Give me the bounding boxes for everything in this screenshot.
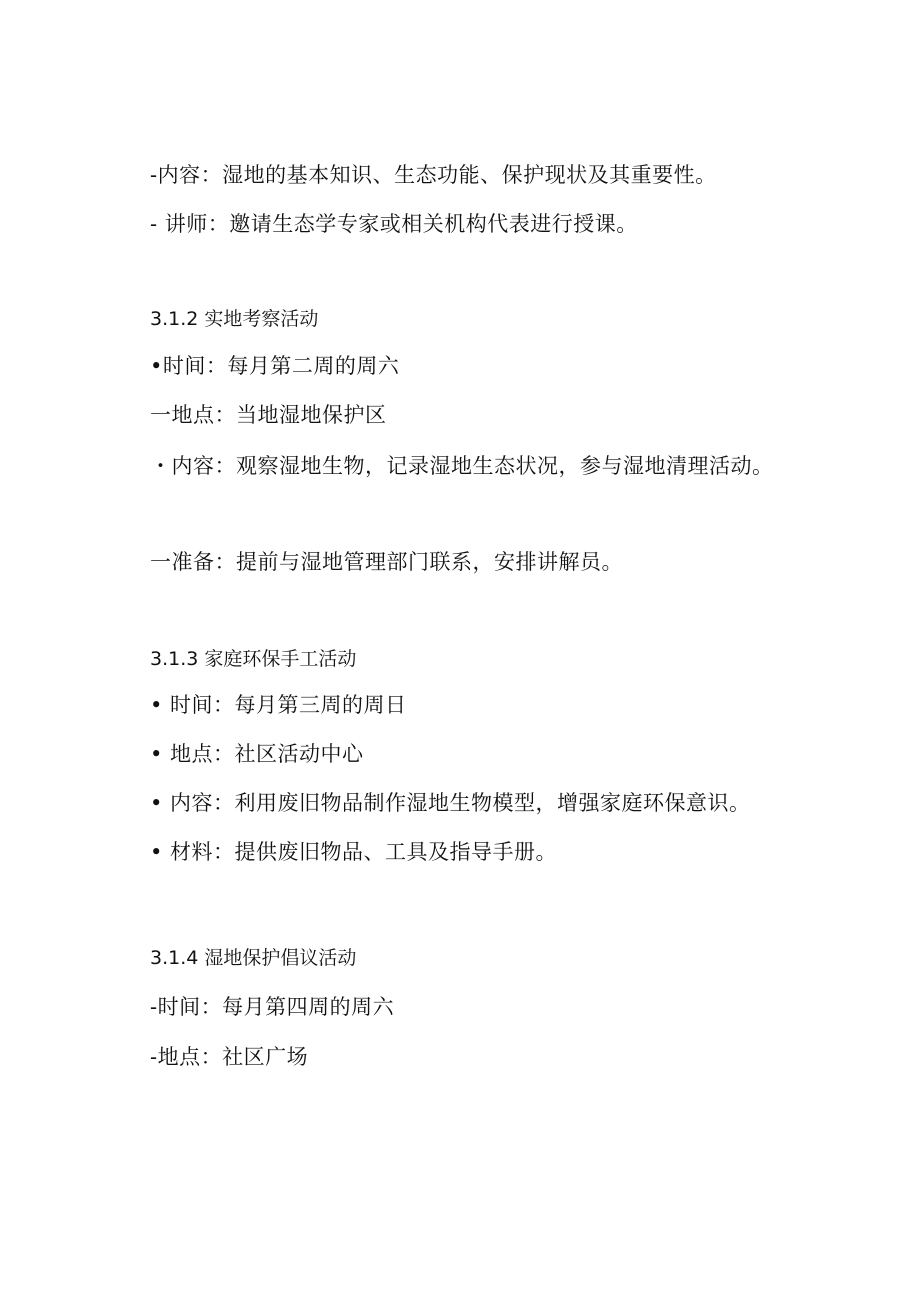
handcraft-location: • 地点：社区活动中心 (150, 742, 364, 766)
field-trip-time: •时间：每月第二周的周六 (150, 354, 400, 378)
initiative-location: -地点：社区广场 (150, 1045, 309, 1069)
section-heading-handcraft: 3.1.3 家庭环保手工活动 (150, 648, 357, 670)
field-trip-content: ・内容：观察湿地生物，记录湿地生态状况，参与湿地清理活动。 (150, 454, 774, 478)
handcraft-time: • 时间：每月第三周的周日 (150, 693, 407, 717)
handcraft-materials: • 材料：提供废旧物品、工具及指导手册。 (150, 840, 558, 864)
lecturer-item: - 讲师：邀请生态学专家或相关机构代表进行授课。 (150, 212, 638, 236)
handcraft-content: • 内容：利用废旧物品制作湿地生物模型，增强家庭环保意识。 (150, 791, 751, 815)
content-item-knowledge: -内容：湿地的基本知识、生态功能、保护现状及其重要性。 (150, 163, 717, 187)
field-trip-location: 一地点：当地湿地保护区 (150, 403, 387, 427)
section-heading-initiative: 3.1.4 湿地保护倡议活动 (150, 947, 357, 969)
section-heading-field-trip: 3.1.2 实地考察活动 (150, 308, 319, 330)
initiative-time: -时间：每月第四周的周六 (150, 995, 395, 1019)
field-trip-preparation: 一准备：提前与湿地管理部门联系，安排讲解员。 (150, 550, 623, 574)
